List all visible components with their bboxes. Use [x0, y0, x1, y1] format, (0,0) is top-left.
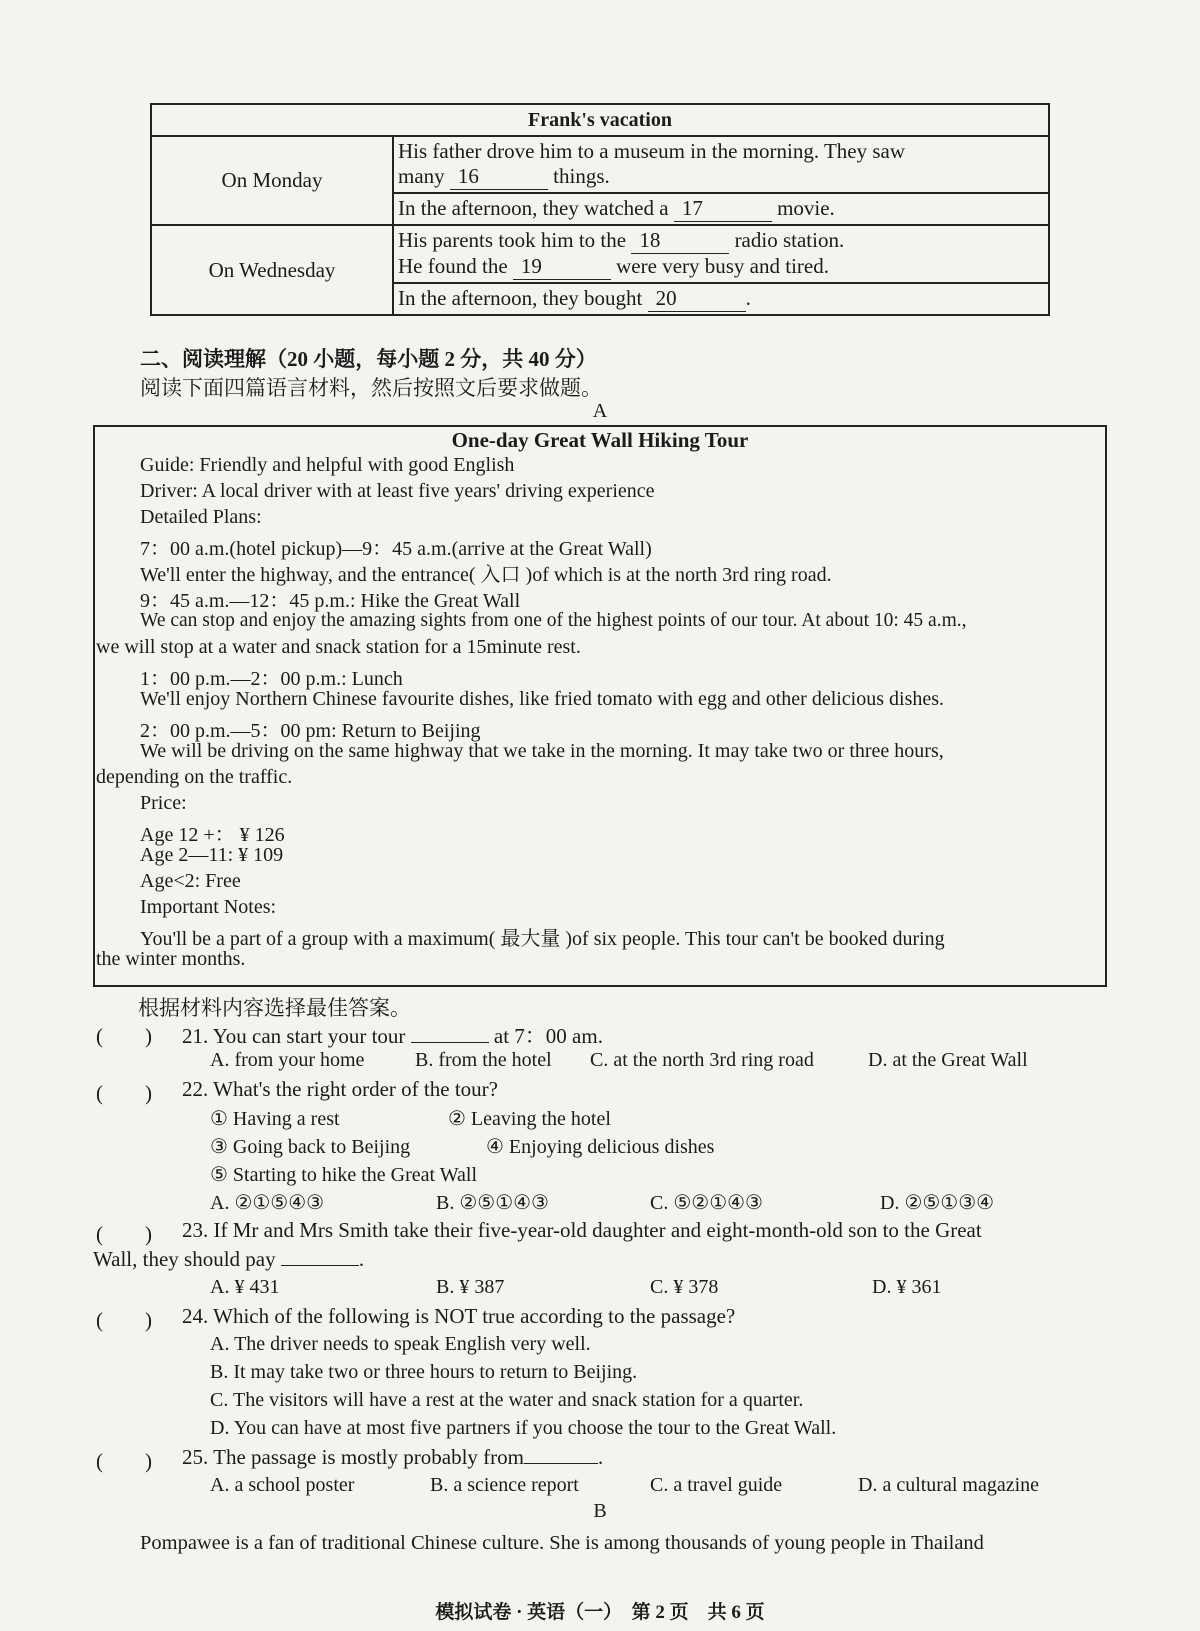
- q22-option-c[interactable]: C. ⑤②①④③: [650, 1192, 763, 1214]
- passage-a-letter: A: [592, 400, 608, 422]
- text: .: [358, 1247, 365, 1271]
- q24-option-b[interactable]: B. It may take two or three hours to return to Beijing.: [210, 1361, 638, 1383]
- section-title: 二、阅读理解（20 小题，每小题 2 分，共 40 分）: [140, 347, 597, 371]
- tour-line: We can stop and enjoy the amazing sights from one of the highest points of our tour. At about 10: 45 a.m.,: [140, 610, 967, 631]
- section-intro: 阅读下面四篇语言材料，然后按照文后要求做题。: [140, 376, 602, 400]
- q23-option-c[interactable]: C. ¥ 378: [650, 1276, 719, 1298]
- q23-option-b[interactable]: B. ¥ 387: [436, 1276, 505, 1298]
- q21-option-b[interactable]: B. from the hotel: [415, 1049, 552, 1071]
- text: His parents took him to the: [398, 228, 632, 252]
- tour-line: 7：00 a.m.(hotel pickup)—9：45 a.m.(arrive at the Great Wall): [140, 538, 652, 560]
- blank-20[interactable]: 20: [648, 286, 746, 312]
- tour-line: we will stop at a water and snack station for a 15minute rest.: [96, 636, 581, 658]
- q22-item-3: ③ Going back to Beijing: [210, 1136, 411, 1158]
- tour-line: Guide: Friendly and helpful with good English: [140, 454, 515, 476]
- wednesday-line-2: [398, 254, 1044, 280]
- q22-option-b[interactable]: B. ②⑤①④③: [436, 1192, 549, 1214]
- monday-line-1: His father drove him to a museum in the morning. They saw: [398, 139, 906, 163]
- q24-option-c[interactable]: C. The visitors will have a rest at the water and snack station for a quarter.: [210, 1389, 804, 1411]
- q22-option-a[interactable]: A. ②①⑤④③: [210, 1192, 325, 1214]
- text: many: [398, 164, 450, 188]
- text: .: [597, 1445, 604, 1469]
- questions-instruction: 根据材料内容选择最佳答案。: [138, 996, 411, 1020]
- q21-stem: [182, 1020, 603, 1050]
- q22-item-4: ④ Enjoying delicious dishes: [486, 1136, 715, 1158]
- answer-paren-25[interactable]: ( ): [96, 1449, 152, 1473]
- q21-blank[interactable]: [411, 1042, 489, 1043]
- passage-b-first-line: Pompawee is a fan of traditional Chinese culture. She is among thousands of young people in Thailand: [140, 1532, 984, 1554]
- q23-option-a[interactable]: A. ¥ 431: [210, 1276, 280, 1298]
- answer-paren-23[interactable]: ( ): [96, 1222, 152, 1246]
- tour-line: Price:: [140, 792, 187, 814]
- tour-line: Detailed Plans:: [140, 506, 262, 528]
- text: radio station.: [729, 228, 845, 252]
- q25-stem: [182, 1445, 603, 1470]
- q22-item-5: ⑤ Starting to hike the Great Wall: [210, 1164, 478, 1186]
- q24-option-d[interactable]: D. You can have at most five partners if you choose the tour to the Great Wall.: [210, 1417, 837, 1439]
- tour-line: 1：00 p.m.—2：00 p.m.: Lunch: [140, 668, 403, 690]
- day-monday: On Monday: [151, 136, 393, 225]
- q25-option-c[interactable]: C. a travel guide: [650, 1474, 783, 1496]
- monday-afternoon-cell: [393, 193, 1049, 225]
- wednesday-line-1: [398, 228, 1044, 254]
- answer-paren-22[interactable]: ( ): [96, 1081, 152, 1105]
- tour-line: Age 2—11: ¥ 109: [140, 844, 284, 866]
- text: 21. You can start your tour: [182, 1024, 411, 1048]
- text: at 7：00 am.: [488, 1024, 603, 1048]
- day-wednesday: On Wednesday: [151, 225, 393, 315]
- q23-stem: 23. If Mr and Mrs Smith take their five-year-old daughter and eight-month-old son to the Great: [182, 1218, 982, 1242]
- text: movie.: [771, 196, 835, 220]
- q24-option-a[interactable]: A. The driver needs to speak English very well.: [210, 1333, 591, 1355]
- q22-item-2: ② Leaving the hotel: [448, 1108, 611, 1130]
- q25-option-d[interactable]: D. a cultural magazine: [858, 1474, 1040, 1496]
- q25-option-b[interactable]: B. a science report: [430, 1474, 579, 1496]
- tour-title: One-day Great Wall Hiking Tour: [451, 428, 749, 452]
- text: things.: [547, 164, 610, 188]
- tour-line: Age<2: Free: [140, 870, 241, 892]
- tour-line: You'll be a part of a group with a maximum( 最大量 )of six people. This tour can't be booked during: [140, 928, 945, 950]
- tour-line: We'll enter the highway, and the entrance( 入口 )of which is at the north 3rd ring road.: [140, 564, 832, 586]
- q25-option-a[interactable]: A. a school poster: [210, 1474, 355, 1496]
- q25-blank[interactable]: [524, 1463, 598, 1464]
- monday-line-2: [398, 164, 1044, 190]
- q22-option-d[interactable]: D. ②⑤①③④: [880, 1192, 995, 1214]
- tour-line: Age 12 +： ¥ 126: [140, 824, 285, 846]
- tour-line: depending on the traffic.: [96, 766, 293, 788]
- table-caption: Frank's vacation: [151, 104, 1049, 136]
- tour-line: We'll enjoy Northern Chinese favourite dishes, like fried tomato with egg and other delicious dishes.: [140, 688, 945, 710]
- tour-line: 9：45 a.m.—12：45 p.m.: Hike the Great Wall: [140, 590, 521, 612]
- blank-19[interactable]: 19: [513, 254, 611, 280]
- passage-b-letter: B: [593, 1500, 607, 1522]
- page-footer: 模拟试卷 · 英语（一） 第 2 页 共 6 页: [435, 1602, 765, 1623]
- wednesday-morning-cell: [393, 225, 1049, 283]
- q21-option-a[interactable]: A. from your home: [210, 1049, 365, 1071]
- answer-paren-24[interactable]: ( ): [96, 1308, 152, 1332]
- vacation-table: [150, 103, 1050, 316]
- text: were very busy and tired.: [610, 254, 829, 278]
- blank-16[interactable]: 16: [450, 164, 548, 190]
- text: In the afternoon, they bought: [398, 286, 648, 310]
- text: He found the: [398, 254, 513, 278]
- text: .: [745, 286, 751, 310]
- blank-17[interactable]: 17: [674, 196, 772, 222]
- q23-option-d[interactable]: D. ¥ 361: [872, 1276, 942, 1298]
- q21-option-c[interactable]: C. at the north 3rd ring road: [590, 1049, 814, 1071]
- tour-line: Important Notes:: [140, 896, 277, 918]
- q22-stem: 22. What's the right order of the tour?: [182, 1077, 498, 1101]
- text: In the afternoon, they watched a: [398, 196, 674, 220]
- monday-morning-cell: [393, 136, 1049, 193]
- tour-line: We will be driving on the same highway that we take in the morning. It may take two or three hours,: [140, 740, 944, 762]
- q22-item-1: ① Having a rest: [210, 1108, 340, 1130]
- answer-paren-21[interactable]: ( ): [96, 1024, 152, 1048]
- wednesday-afternoon-cell: [393, 283, 1049, 315]
- blank-18[interactable]: 18: [631, 228, 729, 254]
- text: Wall, they should pay: [93, 1247, 281, 1271]
- q24-stem: 24. Which of the following is NOT true according to the passage?: [182, 1304, 736, 1328]
- q23-blank[interactable]: [281, 1265, 359, 1266]
- tour-line: 2：00 p.m.—5：00 pm: Return to Beijing: [140, 720, 481, 742]
- tour-line: Driver: A local driver with at least five years' driving experience: [140, 480, 655, 502]
- q21-option-d[interactable]: D. at the Great Wall: [868, 1049, 1028, 1071]
- text: 25. The passage is mostly probably from: [182, 1445, 524, 1469]
- q23-stem-line-2: [93, 1247, 364, 1272]
- tour-line: the winter months.: [96, 948, 246, 970]
